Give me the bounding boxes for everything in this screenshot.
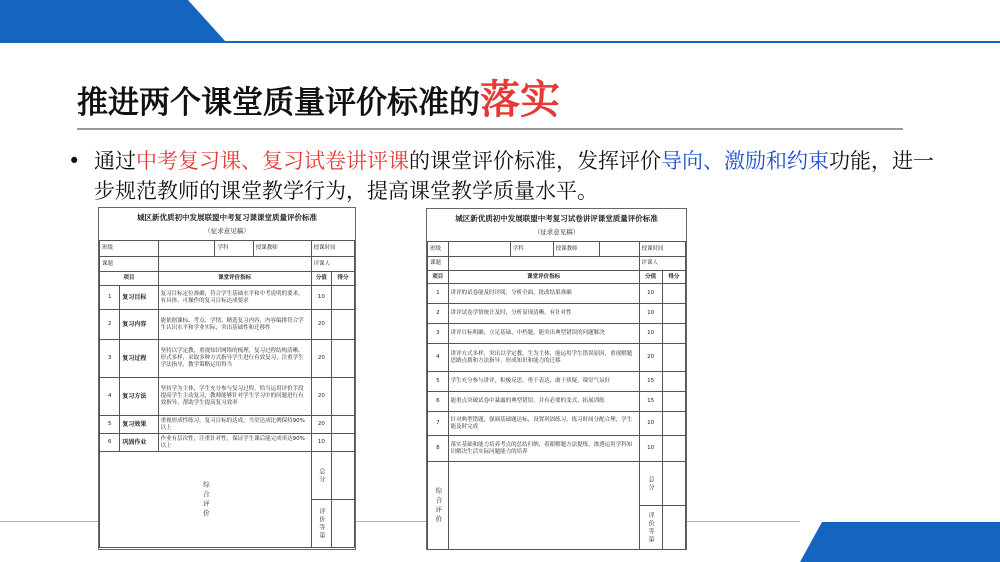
table-row: 6 巩固作业 作业有层次性，注重针对性，保证学生课后能完成率达90%以上 10 [100,434,355,452]
table-row: 3 讲评目标明确，立足基础、中档题，能突出典型错误的问题解决 10 [428,324,686,344]
bullet-paragraph [68,146,948,206]
grade-label: 评价等第 [647,511,655,544]
table-row: 3 复习过程 坚持以学定教，重视知识网络的梳理，复习过程结构清晰、形式多样，采取多种方式指导学生进行有效复习，注重学生学法指导，教学策略运用得当 20 [100,340,355,378]
info-row-2 [428,257,686,271]
top-accent-line [0,41,1000,43]
table-row: 1 讲评的试卷能及时评阅，分析全面，批改结果准确 10 [428,284,686,304]
info-row-1 [428,242,686,257]
slide-title-emphasis: 落实 [480,77,560,123]
total-row [428,462,686,506]
info-row-2 [100,257,355,272]
text-part-2: 中考复习课、复习试卷讲评课 [136,149,409,173]
header-score: 分值 [311,272,331,286]
table-row: 7 针对典型错题，强调基础题达标，设置巩固练习，练习时间分配合理，学生能及时完成 10 [428,412,686,436]
header-indicator: 课堂评价指标 [448,271,639,284]
overall-evaluation-label: 综合评价 [434,486,443,525]
time-label: 授课时间 [639,242,685,257]
header-got: 得分 [332,272,355,286]
table-row: 4 复习方法 坚持学为主体，学生充分参与复习过程，恰当运用评价手段提高学生主动复习，教师能够针对学生学习中的问题进行有效指导，帮助学生提高复习效率 20 [100,378,355,416]
subject-label: 学科 [215,241,253,256]
table-row: 5 学生充分参与讲评，积极反思，勇于表达，敢于质疑，课堂气氛好 15 [428,372,686,392]
info-row-1 [100,241,355,257]
form-title: 城区新优质初中发展联盟中考复习试卷讲评课堂质量评价标准 [455,214,658,223]
text-part-3: 的课堂评价标准，发挥评价 [409,149,661,173]
table-header [428,271,686,284]
text-part-1: 通过 [94,149,136,173]
header-item: 项目 [100,272,159,286]
table-row: 2 复习内容 能依据课标、考点、学情，精选复习内容，内容编排符合学生认识水平和学业实际，突出基础性和迁移性 20 [100,310,355,340]
header-score: 分值 [639,271,662,284]
overall-evaluation-cell [100,452,312,548]
bullet-text [68,146,948,206]
top-left-accent-band [0,0,225,41]
evaluation-table [99,240,355,548]
form-subtitle: （征求意见稿） [533,228,580,236]
form-subtitle: （征求意见稿） [204,227,250,235]
total-row [100,452,355,500]
total-label: 总分 [647,475,655,492]
time-label: 授课时间 [311,241,354,257]
table-row: 2 讲评试卷学情统计及时，分析显现清晰，有针对性 10 [428,304,686,324]
table-row: 5 复习效果 重视形成性练习，复习目标的达成，当堂达成比例保持90%以上 20 [100,416,355,434]
evaluation-table [427,241,686,550]
evaluator-label: 评课人 [311,257,354,272]
title-underline [77,128,903,130]
text-part-5: 功能，进一步规范教师的课堂教学行为，提高课堂教学质量水平。 [94,149,934,203]
paper-review-evaluation-form [426,208,687,550]
class-label: 班级 [428,242,449,257]
text-part-4: 导向、激励和约束 [661,149,829,173]
overall-evaluation-label: 综合评价 [201,480,210,519]
slide-title-main: 推进两个课堂质量评价标准的 [77,85,480,121]
overall-evaluation-cell [428,462,449,550]
teacher-label: 授课教师 [553,242,600,256]
slide-title [77,68,560,125]
header-item: 项目 [428,271,449,284]
bullet-dot: • [68,149,81,173]
evaluator-label: 评课人 [639,257,685,271]
topic-label: 课题 [428,257,449,271]
table-row: 4 讲评方式多样，突出以学定教，生为主体，能运用学生错误原因，重视解题思路点拨和方法指导，形成知识和能力的迁移 20 [428,344,686,372]
header-got: 得分 [662,271,685,284]
table-header [100,272,355,286]
table-row: 8 落实基础和能力培养考点的总结归纳，着眼解题方法提炼，渗透运用学科知识解决生活实际问题能力的培养 10 [428,436,686,462]
topic-label: 课题 [100,257,159,272]
review-lesson-evaluation-form [98,207,356,550]
header-indicator: 课堂评价指标 [158,272,311,286]
form-title: 城区新优质初中发展联盟中考复习课课堂质量评价标准 [137,213,317,222]
subject-label: 学科 [510,242,553,256]
table-row: 6 能重点突破试卷中暴露的典型错误，并有必要的变式、拓展训练 15 [428,392,686,412]
teacher-label: 授课教师 [253,241,310,256]
bottom-right-accent-band [800,522,1000,562]
table-row: 1 复习目标 复习目标定位准确，符合学生基础水平和中考说明的要求，有具体、可操作的复习目标达成要求 10 [100,286,355,310]
class-label: 班级 [100,241,159,257]
grade-label: 评价等第 [317,507,325,540]
total-label: 总分 [317,467,325,484]
